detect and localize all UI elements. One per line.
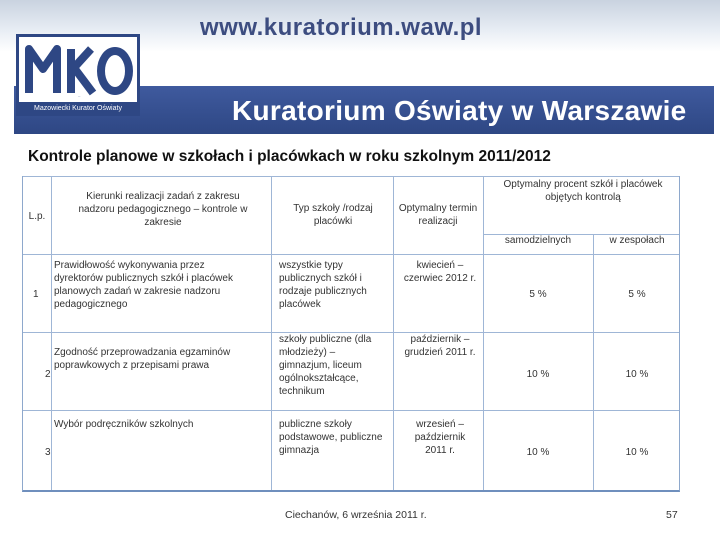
svg-text:MKO: MKO: [78, 97, 81, 98]
inspection-table: [22, 176, 680, 492]
header-in-groups: w zespołach: [609, 235, 665, 246]
site-url: www.kuratorium.waw.pl: [200, 14, 483, 41]
row-divider: [23, 254, 679, 255]
header-type: Typ szkoły /rodzaj placówki: [293, 203, 373, 227]
row-3-independent: 10 %: [526, 447, 550, 458]
banner-title: Kuratorium Oświaty w Warszawie: [232, 95, 687, 126]
header-term: Optymalny termin realizacji: [398, 203, 478, 227]
header-independent: samodzielnych: [504, 235, 572, 246]
row-2-area: Zgodność przeprowadzania egzaminów poprawkowych z przepisami prawa: [54, 347, 231, 371]
header-percent: Optymalny procent szkół i placówek objętych kontrolą: [503, 179, 663, 203]
row-3-type: publiczne szkoły podstawowe, publiczne gimnazja: [279, 419, 383, 456]
col-divider: [593, 234, 594, 490]
header-lp: L.p.: [28, 211, 46, 222]
row-1-type: wszystkie typy publicznych szkół i rodzaje publicznych placówek: [279, 260, 367, 310]
col-divider: [271, 176, 272, 490]
row-2-in-groups: 10 %: [625, 369, 649, 380]
row-3-lp: 3: [45, 447, 51, 458]
col-divider: [483, 176, 484, 490]
col-divider: [51, 176, 52, 490]
page-number: 57: [666, 509, 678, 521]
logo-mark-icon: [19, 39, 137, 99]
row-divider: [23, 176, 679, 177]
row-3-term: wrzesień – październik 2011 r.: [414, 419, 466, 456]
footer-date: Ciechanów, 6 września 2011 r.: [285, 509, 427, 521]
row-2-type: szkoły publiczne (dla młodzieży) – gimnazjum, liceum ogólnokształcące, technikum: [279, 334, 372, 397]
logo-caption: Mazowiecki Kurator Oświaty: [16, 102, 140, 116]
row-1-lp: 1: [33, 289, 39, 300]
row-1-in-groups: 5 %: [628, 289, 646, 300]
header-areas: Kierunki realizacji zadań z zakresu nadzoru pedagogicznego – kontrole w zakresie: [78, 191, 248, 228]
row-3-in-groups: 10 %: [625, 447, 649, 458]
row-1-term: kwiecień – czerwiec 2012 r.: [403, 260, 477, 284]
row-3-area: Wybór podręczników szkolnych: [54, 419, 194, 430]
row-2-term: październik – grudzień 2011 r.: [404, 334, 476, 358]
row-2-independent: 10 %: [526, 369, 550, 380]
col-divider: [393, 176, 394, 490]
header-banner: [0, 0, 720, 138]
row-1-area: Prawidłowość wykonywania przez dyrektorów publicznych szkół i placówek planowych zadań w zakresie nadzoru pedagogicznego: [54, 260, 233, 310]
row-divider: [23, 410, 679, 411]
slide-title: Kontrole planowe w szkołach i placówkach w roku szkolnym 2011/2012: [28, 148, 551, 165]
row-1-independent: 5 %: [529, 289, 547, 300]
row-2-lp: 2: [45, 369, 51, 380]
